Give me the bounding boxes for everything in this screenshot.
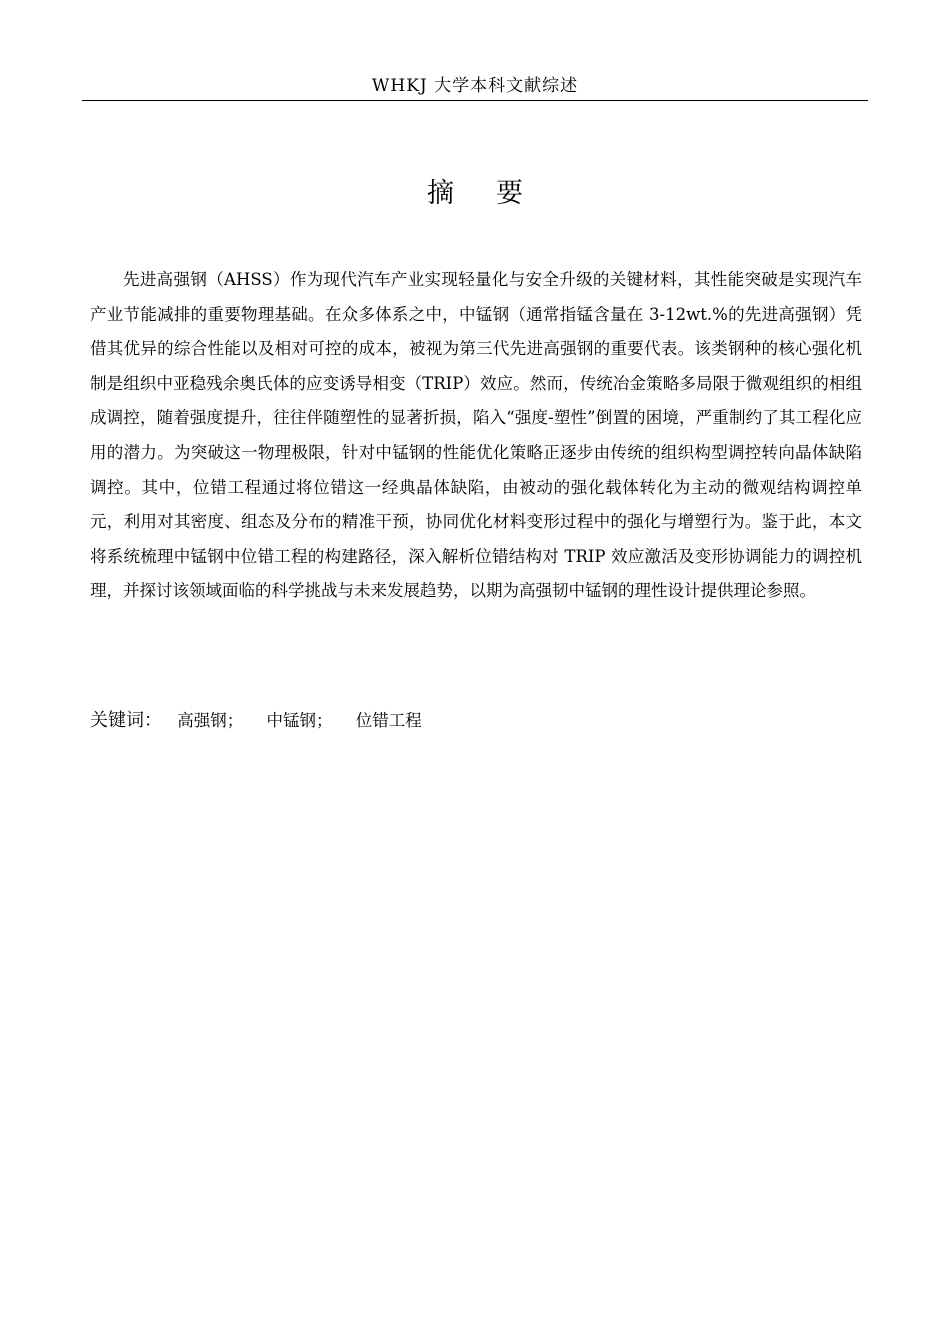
keywords-label: 关键词：: [90, 710, 162, 731]
page-header: WHKJ 大学本科文献综述: [82, 72, 868, 101]
keyword-item: 高强钢；: [177, 711, 244, 730]
keywords-line: [90, 704, 862, 738]
keyword-item: 位错工程: [355, 711, 422, 730]
keyword-item: 中锰钢；: [266, 711, 333, 730]
abstract-title: 摘要: [427, 178, 565, 209]
abstract-body: 先进高强钢（AHSS）作为现代汽车产业实现轻量化与安全升级的关键材料，其性能突破是实现汽车产业节能减排的重要物理基础。在众多体系之中，中锰钢（通常指锰含量在 3-12wt.%的先进高强钢）凭借其优异的综合性能以及相对可控的成本，被视为第三代先进高强钢的重要代表。该类钢种的核心强化机制是组织中亚稳残余奥氏体的应变诱导相变（TRIP）效应。然而，传统冶金策略多局限于微观组织的相组成调控，随着强度提升，往往伴随塑性的显著折损，陷入“强度-塑性”倒置的困境，严重制约了其工程化应用的潜力。为突破这一物理极限，针对中锰钢的性能优化策略正逐步由传统的组织构型调控转向晶体缺陷调控。其中，位错工程通过将位错这一经典晶体缺陷，由被动的强化载体转化为主动的微观结构调控单元，利用对其密度、组态及分布的精准干预，协同优化材料变形过程中的强化与增塑行为。鉴于此，本文将系统梳理中锰钢中位错工程的构建路径，深入解析位错结构对 TRIP 效应激活及变形协调能力的调控机理，并探讨该领域面临的科学挑战与未来发展趋势，以期为高强韧中锰钢的理性设计提供理论参照。: [90, 270, 862, 601]
